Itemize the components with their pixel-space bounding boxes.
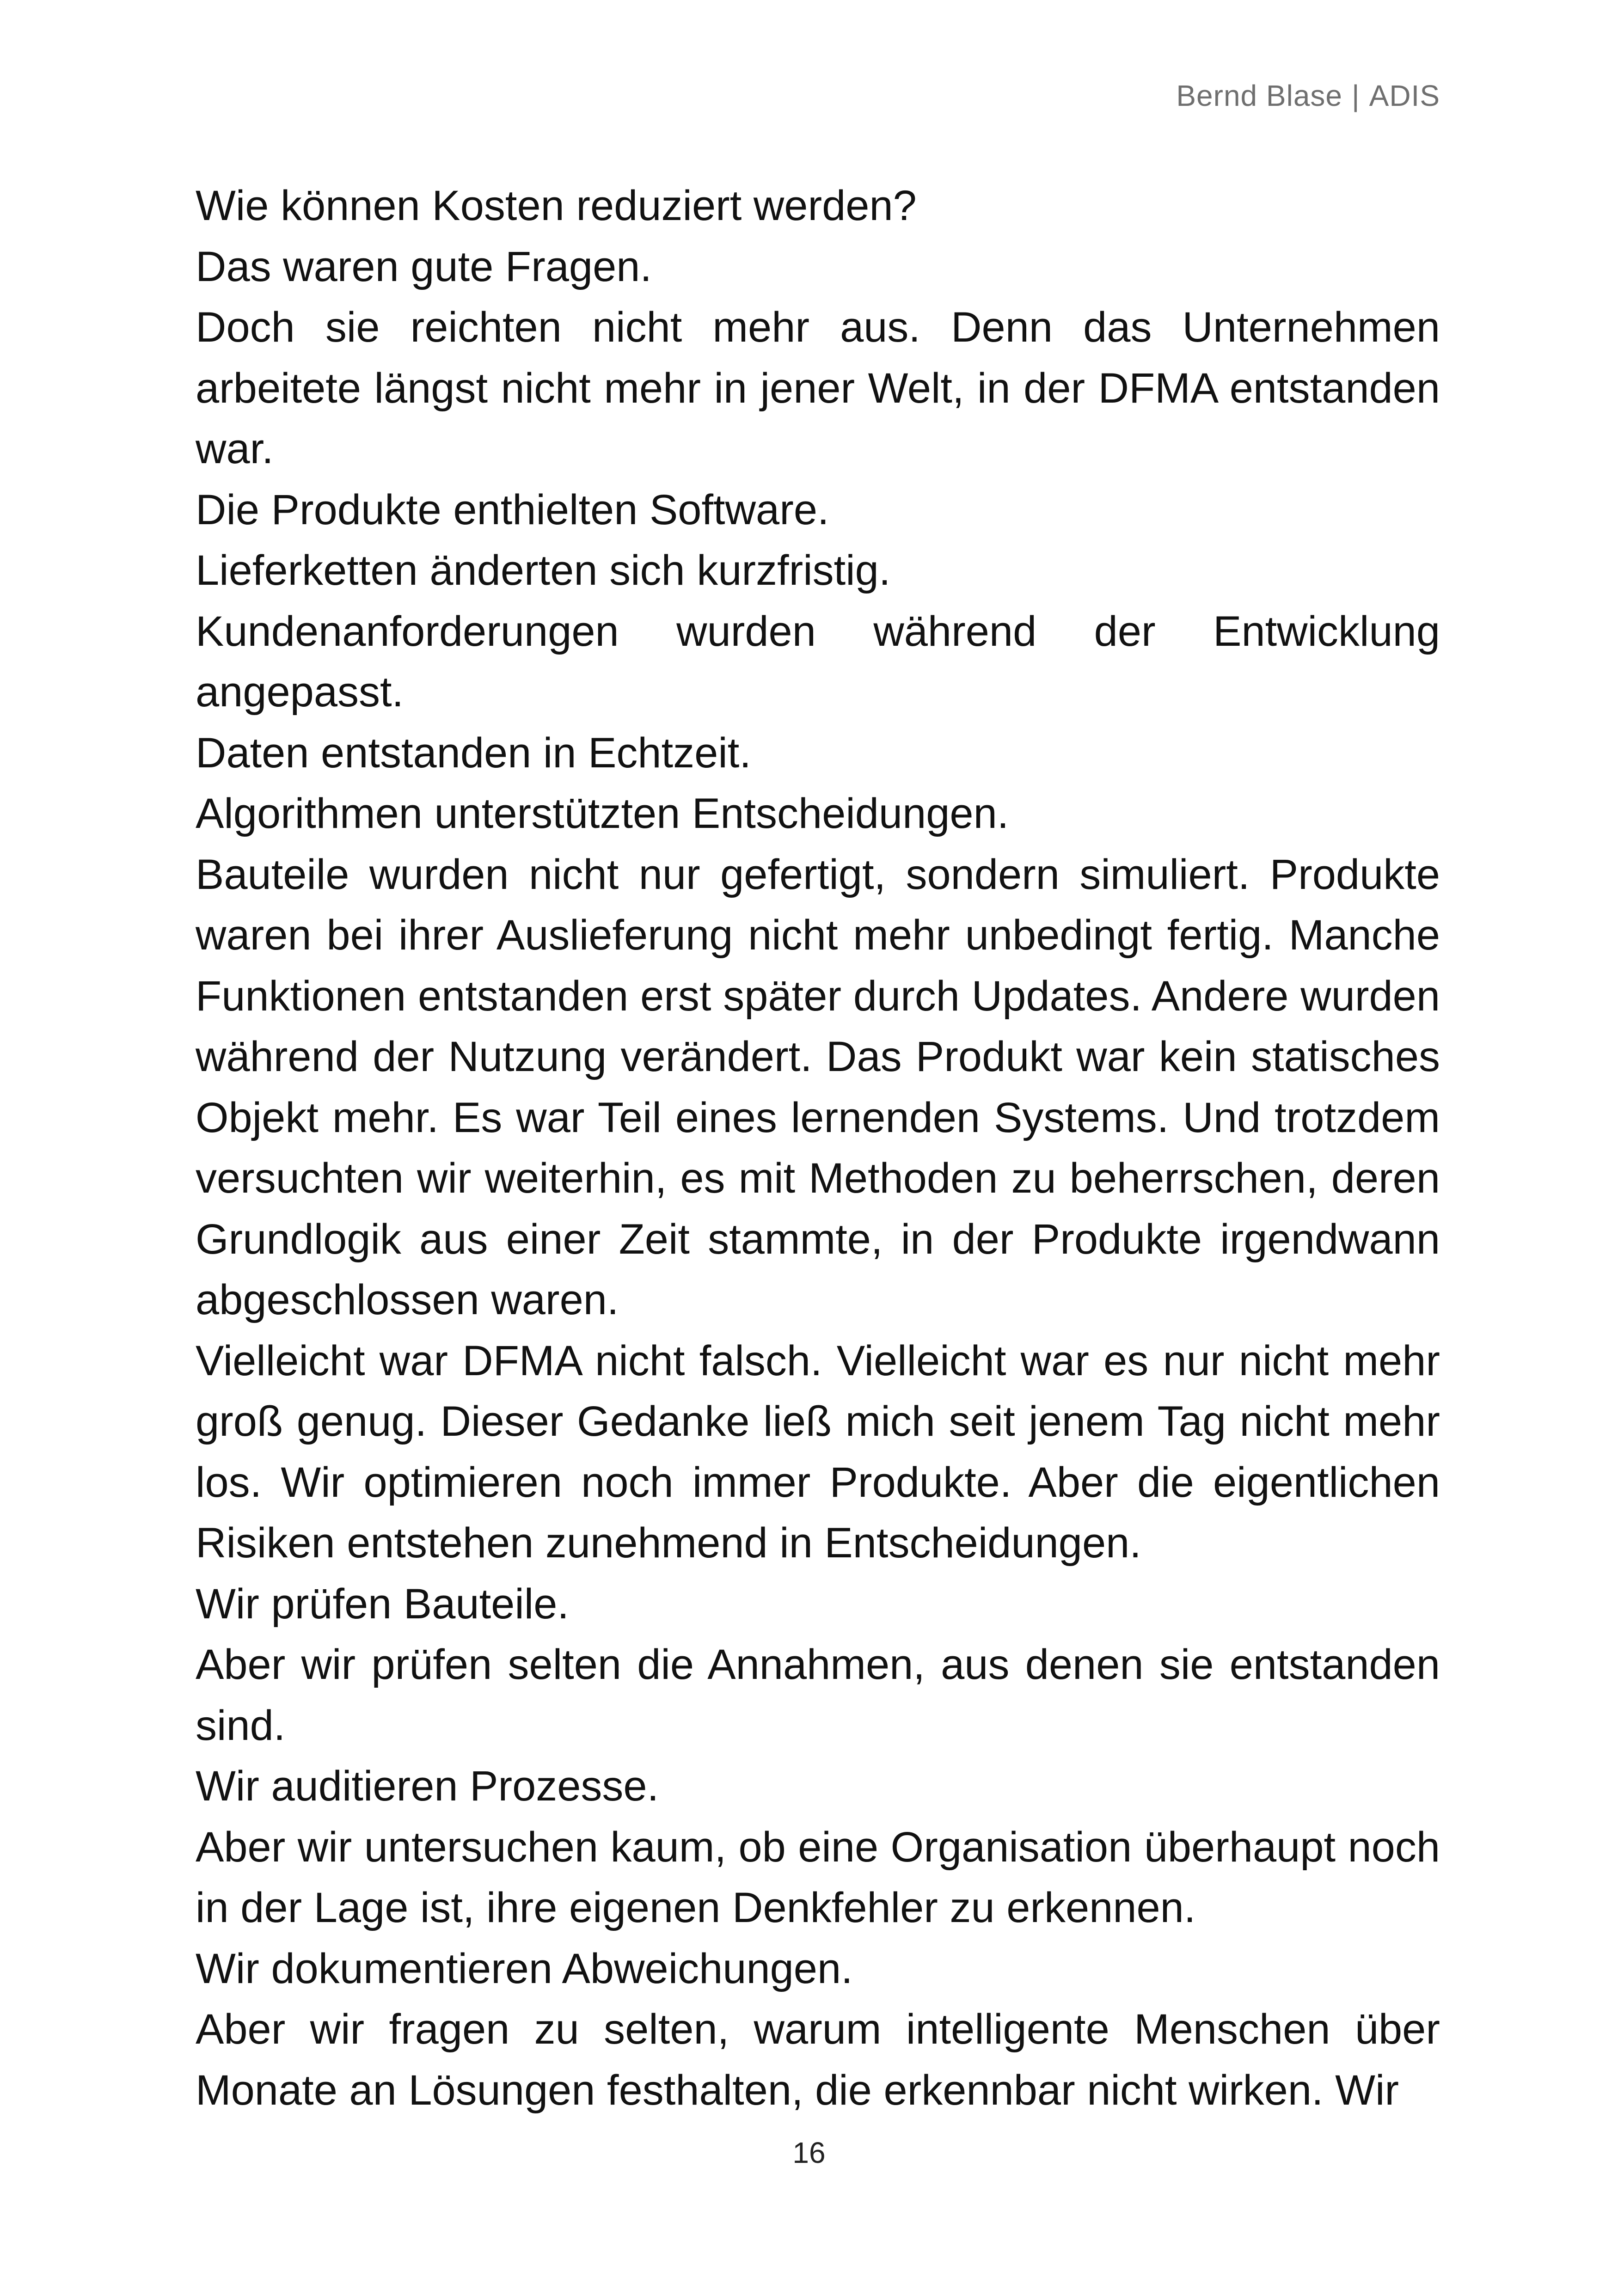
page-number: 16 — [792, 2136, 826, 2169]
paragraph: Wir prüfen Bauteile. — [196, 1580, 569, 1628]
paragraph: Vielleicht war DFMA nicht falsch. Vielleicht war es nur nicht mehr groß genug. Dieser Gedanke ließ mich seit jenem Tag nicht mehr los. Wir optimieren noch immer Produkte. Aber die eigentlichen Risiken entstehen zunehmend in Entscheidungen. — [196, 1337, 1440, 1567]
paragraph: Aber wir untersuchen kaum, ob eine Organisation überhaupt noch in der Lage ist, ihre eigenen Denkfehler zu erkennen. — [196, 1823, 1440, 1931]
paragraph: Aber wir prüfen selten die Annahmen, aus denen sie entstanden sind. — [196, 1641, 1440, 1749]
paragraph: Bauteile wurden nicht nur gefertigt, sondern simuliert. Produkte waren bei ihrer Auslieferung nicht mehr unbedingt fertig. Manche Funktionen entstanden erst später durch Updates. Andere wurden während der Nutzung verändert. Das Produkt war kein statisches Objekt mehr. Es war Teil eines lernenden Systems. Und trotzdem versuchten wir weiterhin, es mit Methoden zu beherrschen, deren Grundlogik aus einer Zeit stammte, in der Produkte irgendwann abgeschlossen waren. — [196, 851, 1440, 1323]
paragraph: Lieferketten änderten sich kurzfristig. — [196, 547, 891, 594]
body-text — [196, 176, 1440, 2121]
paragraph: Kundenanforderungen wurden während der Entwicklung angepasst. — [196, 607, 1440, 716]
paragraph: Algorithmen unterstützten Entscheidungen. — [196, 790, 1009, 837]
paragraph: Die Produkte enthielten Software. — [196, 486, 829, 533]
paragraph: Wie können Kosten reduziert werden? — [196, 182, 917, 229]
running-header — [1176, 79, 1440, 113]
paragraph: Aber wir fragen zu selten, warum intelligente Menschen über Monate an Lösungen festhalten, die erkennbar nicht wirken. Wir — [196, 2006, 1440, 2114]
paragraph: Wir auditieren Prozesse. — [196, 1763, 659, 1810]
header-title: ADIS — [1369, 79, 1440, 112]
paragraph: Das waren gute Fragen. — [196, 243, 652, 290]
paragraph: Daten entstanden in Echtzeit. — [196, 729, 751, 777]
header-author: Bernd Blase — [1176, 79, 1342, 112]
paragraph: Doch sie reichten nicht mehr aus. Denn das Unternehmen arbeitete längst nicht mehr in jener Welt, in der DFMA entstanden war. — [196, 304, 1440, 472]
header-separator: | — [1352, 79, 1360, 112]
paragraph: Wir dokumentieren Abweichungen. — [196, 1945, 853, 1992]
